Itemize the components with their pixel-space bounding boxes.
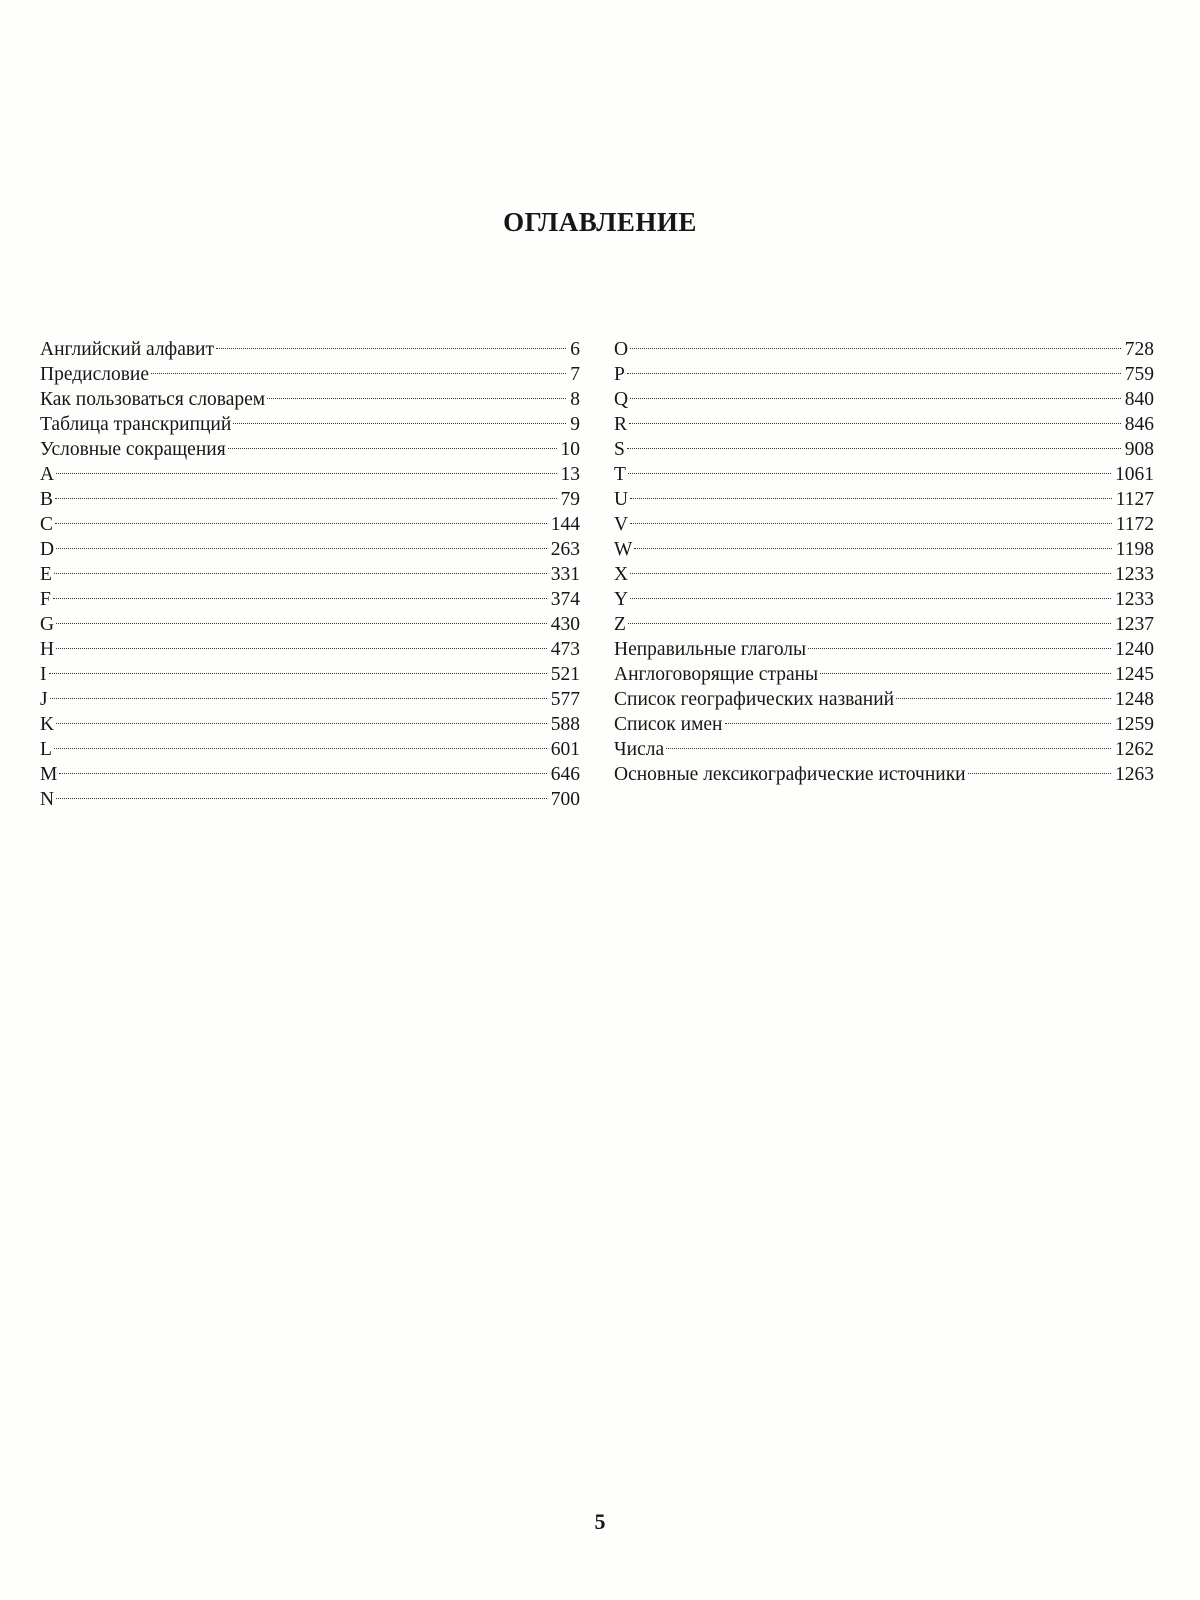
toc-column-left (40, 330, 580, 810)
dot-leader (634, 530, 1111, 555)
toc-entry-page: 374 (550, 589, 580, 610)
toc-entry-label: N (40, 789, 55, 810)
toc-entry (614, 480, 1154, 510)
toc-entry-label: Y (614, 589, 629, 610)
toc-entry-label: K (40, 714, 55, 735)
toc-entry-page: 9 (570, 414, 580, 435)
toc-entry-label: E (40, 564, 52, 585)
toc-entry-label: C (40, 514, 54, 535)
toc-entry-label: Основные лексикографические источники (614, 764, 966, 785)
toc-entry-label: S (614, 439, 625, 460)
toc-entry-page: 759 (1124, 364, 1154, 385)
toc-entry (40, 705, 580, 735)
toc-entry-page: 144 (550, 514, 580, 535)
dot-leader (808, 630, 1111, 655)
dot-leader (629, 405, 1121, 430)
toc-entry (614, 455, 1154, 485)
toc-entry (614, 405, 1154, 435)
toc-entry (40, 480, 580, 510)
toc-entry-page: 646 (550, 764, 580, 785)
dot-leader (151, 355, 566, 380)
toc-entry-label: Условные сокращения (40, 439, 226, 460)
dot-leader (630, 580, 1111, 605)
dot-leader (666, 730, 1111, 755)
toc-column-right (614, 330, 1154, 785)
toc-entry-page: 1127 (1115, 489, 1154, 510)
dot-leader (56, 455, 556, 480)
toc-entry (614, 330, 1154, 360)
dot-leader (216, 330, 566, 355)
toc-entry-label: X (614, 564, 629, 585)
toc-entry-page: 7 (570, 364, 580, 385)
toc-entry-page: 1248 (1115, 689, 1154, 710)
dot-leader (59, 755, 546, 780)
toc-entry-label: M (40, 764, 58, 785)
toc-entry-page: 10 (560, 439, 580, 460)
dot-leader (628, 455, 1111, 480)
toc-entry-label: Англоговорящие страны (614, 664, 819, 685)
dot-leader (55, 505, 547, 530)
toc-entry-label: J (40, 689, 48, 710)
dot-leader (228, 430, 557, 455)
toc-entry-label: I (40, 664, 47, 685)
dot-leader (53, 580, 547, 605)
dot-leader (55, 480, 556, 505)
dot-leader (54, 555, 547, 580)
dot-leader (630, 380, 1121, 405)
dot-leader (968, 755, 1111, 780)
dot-leader (628, 605, 1111, 630)
toc-entry-page: 1198 (1115, 539, 1154, 560)
dot-leader (630, 480, 1112, 505)
toc-entry (40, 555, 580, 585)
toc-entry-label: Неправильные глаголы (614, 639, 807, 660)
page-number: 5 (594, 1509, 606, 1534)
toc-entry (40, 780, 580, 810)
toc-entry-label: H (40, 639, 55, 660)
toc-entry-label: D (40, 539, 55, 560)
dot-leader (233, 405, 566, 430)
dot-leader (56, 705, 547, 730)
toc-entry-page: 908 (1124, 439, 1154, 460)
toc-entry-page: 728 (1124, 339, 1154, 360)
page-title: ОГЛАВЛЕНИЕ (503, 207, 697, 237)
toc-entry-label: F (40, 589, 51, 610)
toc-entry (40, 455, 580, 485)
toc-entry-label: Список географических названий (614, 689, 895, 710)
dot-leader (50, 680, 547, 705)
toc-entry-page: 473 (550, 639, 580, 660)
toc-entry-label: Список имен (614, 714, 723, 735)
toc-entry-page: 1233 (1115, 589, 1154, 610)
toc-entry (614, 605, 1154, 635)
toc-entry-page: 846 (1124, 414, 1154, 435)
toc-entry (614, 430, 1154, 460)
toc-entry-page: 8 (570, 389, 580, 410)
toc-entry-label: Z (614, 614, 626, 635)
dot-leader (627, 355, 1121, 380)
toc-entry (40, 655, 580, 685)
toc-entry (40, 580, 580, 610)
toc-entry-page: 1262 (1115, 739, 1154, 760)
toc-entry (40, 630, 580, 660)
dot-leader (725, 705, 1112, 730)
toc-entry-page: 6 (570, 339, 580, 360)
toc-entry-page: 1237 (1115, 614, 1154, 635)
toc-entry-page: 588 (550, 714, 580, 735)
toc-entry-label: R (614, 414, 628, 435)
dot-leader (630, 330, 1121, 355)
toc-entry-label: G (40, 614, 55, 635)
toc-entry-page: 331 (550, 564, 580, 585)
toc-entry (614, 630, 1154, 660)
toc-entry-page: 1259 (1115, 714, 1154, 735)
toc-entry-page: 79 (560, 489, 580, 510)
toc-entry (40, 755, 580, 785)
dot-leader (820, 655, 1111, 680)
dot-leader (627, 430, 1121, 455)
toc-entry (614, 755, 1154, 785)
dot-leader (49, 655, 547, 680)
toc-entry-label: Английский алфавит (40, 339, 215, 360)
dot-leader (267, 380, 566, 405)
toc-entry (614, 530, 1154, 560)
toc-entry (614, 580, 1154, 610)
dot-leader (56, 605, 547, 630)
dot-leader (896, 680, 1111, 705)
toc-entry (614, 380, 1154, 410)
toc-entry-label: P (614, 364, 625, 385)
toc-entry-label: A (40, 464, 55, 485)
toc-entry-label: Q (614, 389, 629, 410)
toc-entry-page: 13 (560, 464, 580, 485)
toc-entry-label: Числа (614, 739, 665, 760)
toc-entry-page: 1172 (1115, 514, 1154, 535)
toc-entry-label: Таблица транскрипций (40, 414, 232, 435)
toc-entry-page: 1061 (1115, 464, 1154, 485)
toc-entry-page: 263 (550, 539, 580, 560)
toc-entry (40, 605, 580, 635)
toc-entry-label: Предисловие (40, 364, 150, 385)
toc-entry-page: 1263 (1115, 764, 1154, 785)
toc-entry (40, 530, 580, 560)
toc-entry (614, 730, 1154, 760)
toc-entry-page: 430 (550, 614, 580, 635)
toc-entry-label: B (40, 489, 54, 510)
toc-entry-page: 1240 (1115, 639, 1154, 660)
toc-entry-label: T (614, 464, 626, 485)
toc-entry (614, 355, 1154, 385)
toc-entry-label: L (40, 739, 52, 760)
dot-leader (56, 780, 547, 805)
toc-entry-page: 601 (550, 739, 580, 760)
toc-entry (614, 505, 1154, 535)
dot-leader (54, 730, 547, 755)
toc-entry (40, 330, 580, 360)
toc-entry-label: W (614, 539, 633, 560)
dot-leader (630, 555, 1111, 580)
toc-entry-page: 577 (550, 689, 580, 710)
toc-entry (614, 555, 1154, 585)
toc-entry-label: Как пользоваться словарем (40, 389, 266, 410)
toc-entry-label: U (614, 489, 629, 510)
toc-entry (40, 680, 580, 710)
dot-leader (56, 530, 547, 555)
toc-entry-page: 840 (1124, 389, 1154, 410)
toc-entry (40, 505, 580, 535)
toc-entry-label: O (614, 339, 629, 360)
toc-entry-page: 521 (550, 664, 580, 685)
toc-entry-page: 700 (550, 789, 580, 810)
toc-entry-label: V (614, 514, 629, 535)
toc-entry-page: 1233 (1115, 564, 1154, 585)
dot-leader (630, 505, 1112, 530)
toc-entry (40, 730, 580, 760)
dot-leader (56, 630, 547, 655)
toc-entry-page: 1245 (1115, 664, 1154, 685)
